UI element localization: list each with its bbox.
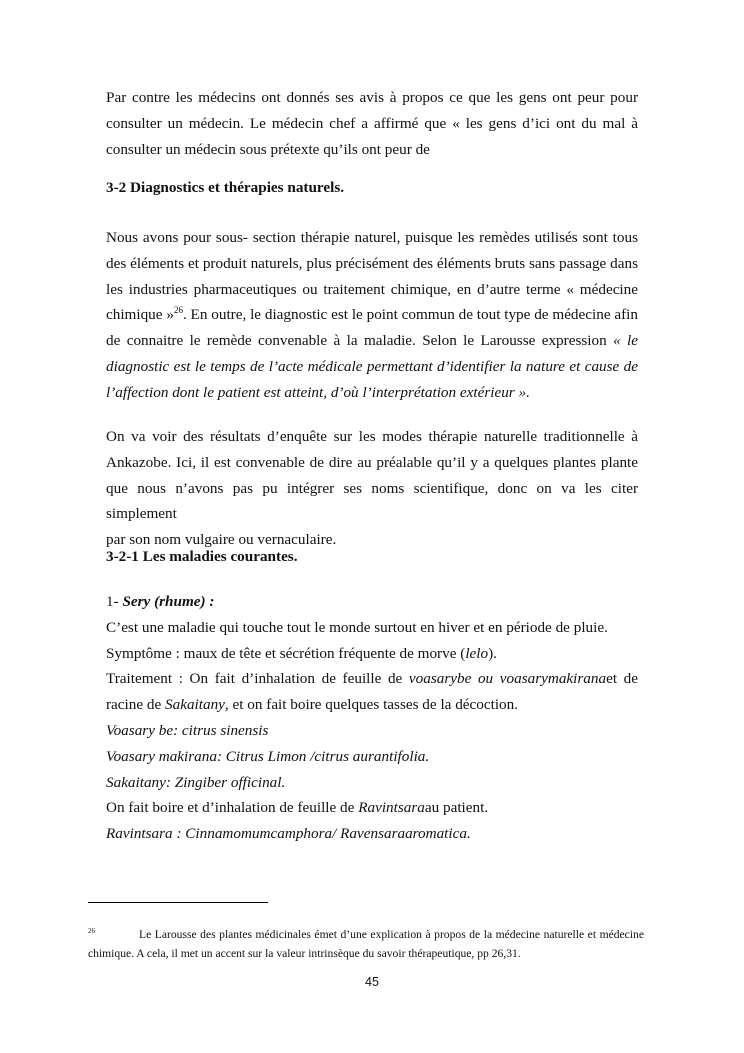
symptom-line	[106, 641, 638, 667]
footnote-text: Le Larousse des plantes médicinales émet d’une explication à propos de la médecine naturelle et médecine chimique. A cela, il met un accent sur la valeur intrinsèque du savoir thérapeutique, pp 26,31.	[88, 927, 644, 960]
text-line	[106, 302, 638, 328]
quote-fragment: diagnostic est le temps de l’acte médicale permettant d’identifier la nature et cause de	[106, 357, 638, 375]
scientific-name-line	[106, 770, 638, 796]
text-line: consulter un médecin sous prétexte qu’ils ont peur de	[106, 140, 430, 158]
text-line	[106, 328, 638, 354]
quote-fragment: l’affection dont le patient est atteint, d’où l’interprétation extérieur ».	[106, 383, 530, 401]
section-heading-3-2: 3-2 Diagnostics et thérapies naturels.	[106, 179, 345, 196]
text-line: C’est une maladie qui touche tout le monde surtout en hiver et en période de pluie.	[106, 618, 608, 636]
subsection-title	[106, 589, 638, 615]
plant-name: Ravintsara	[358, 799, 425, 817]
text-fragment: et de	[606, 670, 638, 688]
text-fragment: au patient.	[424, 799, 489, 817]
scientific-name-line	[106, 718, 638, 744]
scientific-name-line	[106, 821, 638, 847]
paragraph-therapie-naturel	[106, 225, 638, 406]
footnote-reference[interactable]: 26	[173, 305, 183, 316]
section-sery-rhume	[106, 589, 638, 847]
text-line	[106, 795, 638, 821]
paragraph-medecins	[106, 85, 638, 162]
text-line: Par contre les médecins ont donnés ses avis à propos ce que les gens ont peur pour	[106, 89, 638, 106]
local-term: lelo	[465, 644, 489, 662]
text-line: par son nom vulgaire ou vernaculaire.	[106, 531, 337, 549]
section-heading-3-2-1: 3-2-1 Les maladies courantes.	[106, 548, 298, 565]
text-line	[106, 692, 638, 718]
text-line: que nous n’avons pas pu intégrer ses noms scientifique, donc on va les citer simplement	[106, 479, 638, 523]
text-line: des éléments et produit naturels, plus précisément des éléments bruts sans passage dans	[106, 254, 638, 272]
footnote-separator	[88, 902, 268, 903]
text-line: On va voir des résultats d’enquête sur les modes thérapie naturelle traditionnelle à	[106, 428, 638, 445]
text-fragment: ).	[488, 644, 497, 662]
footnote	[88, 922, 644, 963]
item-number: 1-	[106, 593, 123, 610]
text-line	[106, 380, 638, 406]
text-line	[106, 354, 638, 380]
paragraph-resultats-enquete	[106, 424, 638, 553]
scientific-name: Sakaitany: Zingiber officinal.	[106, 773, 286, 791]
text-fragment: Traitement : On fait d’inhalation de feuille de	[106, 670, 409, 688]
scientific-name: Voasary be: citrus sinensis	[106, 721, 269, 739]
footnote-number: 26	[88, 927, 95, 935]
text-fragment: On fait boire et d’inhalation de feuille de	[106, 799, 359, 817]
text-line: Ankazobe. Ici, il est convenable de dire au préalable qu’il y a quelques plantes plante	[106, 453, 638, 471]
text-line: les industries pharmaceutiques ou traitement chimique, en d’autre terme « médecine	[106, 280, 638, 298]
scientific-name: Voasary makirana: Citrus Limon /citrus aurantifolia.	[106, 747, 430, 765]
scientific-name: Ravintsara : Cinnamomumcamphora/ Ravensaraaromatica.	[106, 825, 471, 843]
text-fragment: Symptôme : maux de tête et sécrétion fréquente de morve (	[106, 644, 466, 662]
plant-name: Sakaitany	[165, 696, 225, 714]
text-fragment: chimique »	[106, 306, 174, 324]
text-fragment: racine de	[106, 696, 166, 714]
treatment-line	[106, 666, 638, 692]
quote-fragment: « le	[613, 332, 638, 350]
text-line: consulter un médecin. Le médecin chef a affirmé que « les gens d’ici ont du mal à	[106, 114, 638, 132]
text-fragment: . En outre, le diagnostic est le point commun de tout type de médecine afin	[182, 306, 638, 324]
text-line: Nous avons pour sous- section thérapie naturel, puisque les remèdes utilisés sont tous	[106, 229, 638, 246]
disease-name: Sery (rhume) :	[122, 593, 215, 610]
text-fragment: , et on fait boire quelques tasses de la décoction.	[224, 696, 519, 714]
plant-name: voasarybe ou voasarymakirana	[408, 670, 607, 688]
text-fragment: de connaitre le remède convenable à la maladie. Selon le Larousse expression	[106, 332, 614, 350]
scientific-name-line	[106, 744, 638, 770]
page-number: 45	[365, 975, 379, 989]
